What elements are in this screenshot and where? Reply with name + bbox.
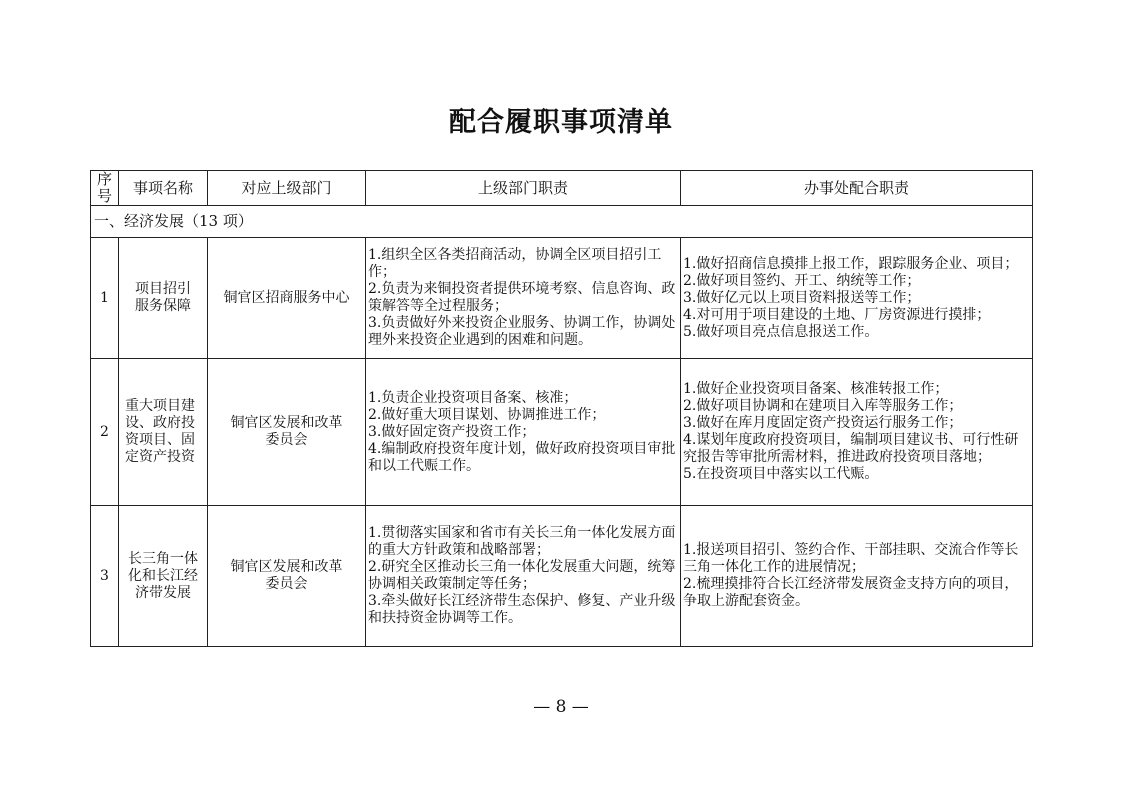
duty-item: 1.报送项目招引、签约合作、干部挂职、交流合作等长三角一体化工作的进展情况； [683, 542, 1019, 575]
row-no: 1 [91, 238, 119, 359]
duty-item: 2.做好重大项目谋划、协调推进工作； [368, 406, 606, 423]
duty-item: 3.做好固定资产投资工作； [368, 423, 536, 440]
duty-item: 1.负责企业投资项目备案、核准； [368, 389, 578, 406]
row-office-duties [681, 238, 1033, 359]
row-name: 长三角一体化和长江经济带发展 [119, 506, 208, 647]
header-upper-duties: 上级部门职责 [366, 171, 681, 206]
row-dept: 铜官区招商服务中心 [208, 238, 366, 359]
header-dept: 对应上级部门 [208, 171, 366, 206]
table-header-row [91, 171, 1033, 206]
duty-item: 2.梳理摸排符合长江经济带发展资金支持方向的项目，争取上游配套资金。 [683, 576, 1019, 609]
header-name: 事项名称 [119, 171, 208, 206]
row-name: 项目招引服务保障 [119, 238, 208, 359]
duties-table [90, 170, 1033, 647]
document-title: 配合履职事项清单 [449, 107, 673, 138]
row-upper-duties [366, 359, 681, 506]
row-office-duties [681, 359, 1033, 506]
row-upper-duties [366, 238, 681, 359]
duty-item: 4.对可用于项目建设的土地、厂房资源进行摸排； [683, 306, 991, 323]
row-upper-duties [366, 506, 681, 647]
table-row [91, 506, 1033, 647]
duty-item: 1.组织全区各类招商活动，协调全区项目招引工作； [368, 247, 662, 280]
duty-item: 3.做好在库月度固定资产投资运行服务工作； [683, 415, 963, 431]
section-row [91, 206, 1033, 238]
duty-item: 1.贯彻落实国家和省市有关长三角一体化发展方面的重大方针政策和战略部署； [368, 525, 676, 558]
row-no: 2 [91, 359, 119, 506]
section-title: 一、经济发展（13 项） [91, 206, 1033, 238]
row-dept: 铜官区发展和改革委员会 [208, 506, 366, 647]
row-office-duties [681, 506, 1033, 647]
duty-item: 5.在投资项目中落实以工代赈。 [683, 466, 879, 482]
duty-item: 2.做好项目协调和在建项目入库等服务工作； [683, 398, 963, 414]
duty-item: 3.牵头做好长江经济带生态保护、修复、产业升级和扶持资金协调等工作。 [368, 593, 676, 626]
duty-item: 1.做好招商信息摸排上报工作，跟踪服务企业、项目； [683, 255, 1019, 272]
row-no: 3 [91, 506, 119, 647]
duty-item: 5.做好项目亮点信息报送工作。 [683, 323, 879, 340]
header-no: 序号 [91, 171, 119, 206]
duty-item: 1.做好企业投资项目备案、核准转报工作； [683, 381, 949, 397]
row-name: 重大项目建设、政府投资项目、固定资产投资 [119, 359, 208, 506]
row-dept: 铜官区发展和改革委员会 [208, 359, 366, 506]
duty-item: 2.负责为来铜投资者提供环境考察、信息咨询、政策解答等全过程服务； [368, 281, 676, 314]
table-row [91, 359, 1033, 506]
table-row [91, 238, 1033, 359]
duty-item: 3.负责做好外来投资企业服务、协调工作，协调处理外来投资企业遇到的困难和问题。 [368, 315, 676, 348]
duty-item: 4.编制政府投资年度计划，做好政府投资项目审批和以工代赈工作。 [368, 440, 676, 474]
page-number: — 8 — [533, 697, 589, 717]
duty-item: 2.做好项目签约、开工、纳统等工作； [683, 272, 921, 289]
duty-item: 4.谋划年度政府投资项目，编制项目建议书、可行性研究报告等审批所需材料，推进政府投资项目落地； [683, 432, 1019, 465]
duty-item: 3.做好亿元以上项目资料报送等工作； [683, 289, 921, 306]
header-office-duties: 办事处配合职责 [681, 171, 1033, 206]
duty-item: 2.研究全区推动长三角一体化发展重大问题，统筹协调相关政策制定等任务； [368, 559, 676, 592]
